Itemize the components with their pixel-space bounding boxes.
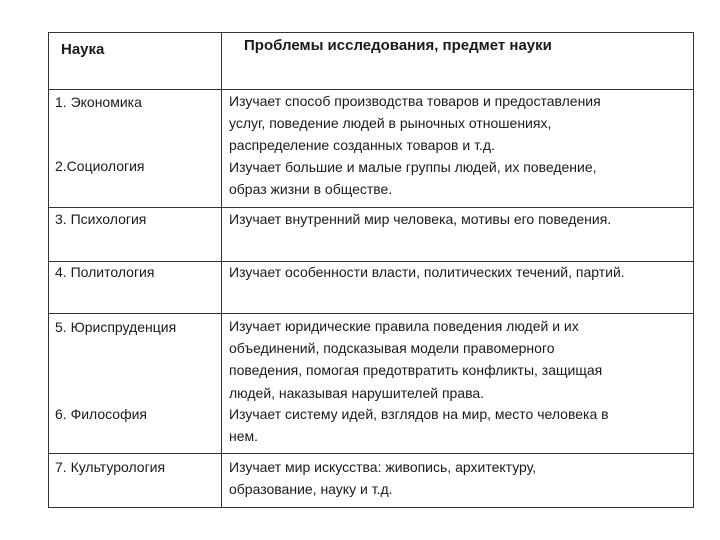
science-jurisprudence: 5. Юриспруденция [55,319,177,335]
science-political-science: 4. Политология [55,264,155,280]
science-sociology: 2.Социология [55,158,145,174]
row-divider [49,313,693,314]
science-psychology: 3. Психология [55,211,147,227]
row-divider [49,453,693,454]
header-subject: Проблемы исследования, предмет науки [244,37,552,54]
column-divider [221,33,222,507]
description-political-science: Изучает особенности власти, политических течений, партий. [229,264,625,280]
description-culturology: Изучает мир искусства: живопись, архитектуру, образование, науку и т.д. [229,459,537,498]
description-philosophy: Изучает систему идей, взглядов на мир, место человека в нем. [229,406,609,445]
description-economics: Изучает способ производства товаров и предоставления услуг, поведение людей в рыночных отношениях, распределение созданных товаров и т.д. [229,93,601,154]
header-science: Наука [61,41,105,58]
science-economics: 1. Экономика [55,94,142,110]
description-psychology: Изучает внутренний мир человека, мотивы его поведения. [229,211,612,227]
science-table [48,32,694,508]
description-sociology: Изучает большие и малые группы людей, их поведение, образ жизни в обществе. [229,159,597,198]
description-jurisprudence: Изучает юридические правила поведения людей и их объединений, подсказывая модели правомерного поведения, помогая предотвратить конфликты, защищая людей, наказывая нарушителей права. [229,318,603,401]
science-philosophy: 6. Философия [55,406,148,422]
science-culturology: 7. Культурология [55,459,166,475]
